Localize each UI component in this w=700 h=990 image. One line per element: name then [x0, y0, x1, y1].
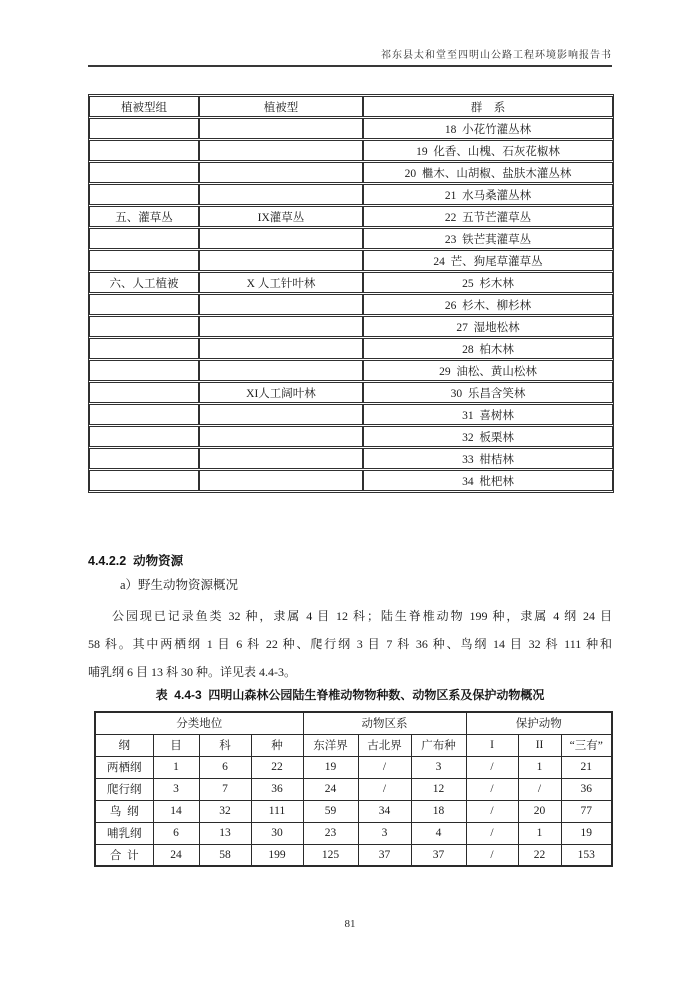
vegetation-type-cell — [199, 250, 363, 271]
table-row — [89, 140, 613, 161]
animal-value-cell: / — [466, 756, 518, 778]
animal-value-cell: 12 — [411, 778, 466, 800]
animal-value-cell: 111 — [251, 800, 303, 822]
vegetation-formation-cell: 20 檵木、山胡椒、盐肤木灌丛林 — [363, 162, 613, 183]
table-row — [95, 822, 612, 844]
vegetation-type-cell — [199, 404, 363, 425]
vegetation-type-cell — [199, 316, 363, 337]
animal-value-cell: 30 — [251, 822, 303, 844]
table-row — [89, 470, 613, 491]
vegetation-table — [88, 94, 614, 493]
vegetation-type-cell — [199, 184, 363, 205]
vegetation-type-cell — [199, 360, 363, 381]
animal-value-cell: 20 — [518, 800, 561, 822]
table-row — [89, 228, 613, 249]
vegetation-group-cell — [89, 250, 199, 271]
group-header-taxonomy: 分类地位 — [95, 712, 303, 734]
vegetation-formation-cell: 24 芒、狗尾草灌草丛 — [363, 250, 613, 271]
vegetation-type-cell: IX灌草丛 — [199, 206, 363, 227]
table-row — [89, 448, 613, 469]
animal-table-group-header-row — [95, 712, 612, 734]
animal-value-cell: 19 — [561, 822, 612, 844]
animal-value-cell: 6 — [199, 756, 251, 778]
animal-value-cell: / — [466, 800, 518, 822]
table-row — [89, 184, 613, 205]
vegetation-table-body — [89, 118, 613, 491]
table-row — [95, 800, 612, 822]
animal-table-body — [95, 756, 612, 866]
page-header — [88, 46, 612, 67]
section-heading: 4.4.2.2 动物资源 — [88, 554, 184, 568]
animal-value-cell: 125 — [303, 844, 358, 866]
animal-table-column-header-row — [95, 734, 612, 756]
vegetation-group-cell — [89, 360, 199, 381]
vegetation-group-cell — [89, 316, 199, 337]
table-row — [89, 294, 613, 315]
vegetation-formation-cell: 32 板栗林 — [363, 426, 613, 447]
paragraph-line: 公园现已记录鱼类 32 种，隶属 4 目 12 科；陆生脊椎动物 199 种，隶属 4 纲 24 目 — [112, 609, 612, 623]
page-number: 81 — [344, 918, 356, 930]
animal-value-cell: / — [518, 778, 561, 800]
page-header-title: 祁东县太和堂至四明山公路工程环境影响报告书 — [381, 50, 612, 61]
animal-value-cell: 37 — [411, 844, 466, 866]
vegetation-group-cell — [89, 228, 199, 249]
animal-value-cell: 22 — [518, 844, 561, 866]
table-row — [89, 206, 613, 227]
animal-value-cell: 36 — [561, 778, 612, 800]
animal-value-cell: 59 — [303, 800, 358, 822]
animal-value-cell: 34 — [358, 800, 411, 822]
vegetation-formation-cell: 19 化香、山槐、石灰花椒林 — [363, 140, 613, 161]
col-header-order: 目 — [153, 734, 199, 756]
animal-value-cell: 13 — [199, 822, 251, 844]
vegetation-formation-cell: 22 五节芒灌草丛 — [363, 206, 613, 227]
animal-value-cell: 37 — [358, 844, 411, 866]
animal-value-cell: / — [466, 822, 518, 844]
animal-value-cell: 153 — [561, 844, 612, 866]
vegetation-type-cell — [199, 140, 363, 161]
animal-value-cell: 24 — [303, 778, 358, 800]
table-row — [89, 250, 613, 271]
paragraph-line: 58 科。其中两栖纲 1 目 6 科 22 种、爬行纲 3 目 7 科 36 种、鸟纲 14 目 32 科 111 种和 — [88, 637, 612, 651]
vegetation-formation-cell: 18 小花竹灌丛林 — [363, 118, 613, 139]
animal-value-cell: 24 — [153, 844, 199, 866]
animal-value-cell: 19 — [303, 756, 358, 778]
vegetation-formation-cell: 23 铁芒萁灌草丛 — [363, 228, 613, 249]
animal-value-cell: 7 — [199, 778, 251, 800]
vegetation-type-cell — [199, 162, 363, 183]
table-row — [89, 426, 613, 447]
vegetation-formation-cell: 21 水马桑灌丛林 — [363, 184, 613, 205]
vegetation-group-cell — [89, 404, 199, 425]
vegetation-group-cell — [89, 118, 199, 139]
animal-table — [94, 711, 613, 867]
vegetation-group-cell — [89, 294, 199, 315]
animal-value-cell: / — [466, 778, 518, 800]
table-row — [89, 338, 613, 359]
animal-value-cell: 58 — [199, 844, 251, 866]
table-row — [89, 382, 613, 403]
animal-value-cell: 4 — [411, 822, 466, 844]
vegetation-formation-cell: 25 杉木林 — [363, 272, 613, 293]
table-row — [95, 844, 612, 866]
table-row — [89, 162, 613, 183]
vegetation-type-cell — [199, 426, 363, 447]
animal-value-cell: 3 — [411, 756, 466, 778]
animal-value-cell: / — [358, 756, 411, 778]
col-header-widespread: 广布种 — [411, 734, 466, 756]
animal-value-cell: 6 — [153, 822, 199, 844]
paragraph-line: 哺乳纲 6 目 13 科 30 种。详见表 4.4-3。 — [88, 665, 296, 679]
col-header-oriental: 东洋界 — [303, 734, 358, 756]
vegetation-group-cell — [89, 426, 199, 447]
vegetation-group-cell: 六、人工植被 — [89, 272, 199, 293]
vegetation-header-type: 植被型 — [199, 96, 363, 117]
animal-value-cell: 77 — [561, 800, 612, 822]
animal-row-label-cell: 合 计 — [95, 844, 153, 866]
col-header-family: 科 — [199, 734, 251, 756]
vegetation-type-cell — [199, 448, 363, 469]
vegetation-group-cell — [89, 162, 199, 183]
table-caption: 表 4.4-3 四明山森林公园陆生脊椎动物物种数、动物区系及保护动物概况 — [155, 688, 545, 702]
vegetation-formation-cell: 28 柏木林 — [363, 338, 613, 359]
animal-value-cell: 23 — [303, 822, 358, 844]
group-header-protected: 保护动物 — [466, 712, 612, 734]
col-header-class-ii: II — [518, 734, 561, 756]
vegetation-header-formation: 群 系 — [363, 96, 613, 117]
animal-value-cell: 3 — [153, 778, 199, 800]
animal-value-cell: 36 — [251, 778, 303, 800]
animal-value-cell: 1 — [518, 756, 561, 778]
vegetation-formation-cell: 33 柑桔林 — [363, 448, 613, 469]
animal-row-label-cell: 两栖纲 — [95, 756, 153, 778]
col-header-class: 纲 — [95, 734, 153, 756]
animal-value-cell: 3 — [358, 822, 411, 844]
animal-row-label-cell: 爬行纲 — [95, 778, 153, 800]
vegetation-formation-cell: 29 油松、黄山松林 — [363, 360, 613, 381]
vegetation-formation-cell: 30 乐昌含笑林 — [363, 382, 613, 403]
vegetation-header-group: 植被型组 — [89, 96, 199, 117]
animal-value-cell: 21 — [561, 756, 612, 778]
col-header-palearctic: 古北界 — [358, 734, 411, 756]
animal-row-label-cell: 鸟 纲 — [95, 800, 153, 822]
group-header-fauna-region: 动物区系 — [303, 712, 466, 734]
vegetation-type-cell: XI人工阔叶林 — [199, 382, 363, 403]
vegetation-formation-cell: 34 枇杷林 — [363, 470, 613, 491]
vegetation-type-cell — [199, 294, 363, 315]
animal-row-label-cell: 哺乳纲 — [95, 822, 153, 844]
animal-value-cell: 22 — [251, 756, 303, 778]
animal-value-cell: / — [358, 778, 411, 800]
table-row — [89, 272, 613, 293]
table-row — [89, 118, 613, 139]
subsection-heading: a）野生动物资源概况 — [120, 578, 239, 592]
vegetation-formation-cell: 27 湿地松林 — [363, 316, 613, 337]
table-row — [89, 316, 613, 337]
col-header-species: 种 — [251, 734, 303, 756]
vegetation-group-cell — [89, 140, 199, 161]
vegetation-formation-cell: 26 杉木、柳杉林 — [363, 294, 613, 315]
vegetation-group-cell — [89, 382, 199, 403]
animal-value-cell: 1 — [518, 822, 561, 844]
animal-value-cell: / — [466, 844, 518, 866]
table-row — [89, 360, 613, 381]
vegetation-type-cell — [199, 338, 363, 359]
vegetation-type-cell — [199, 118, 363, 139]
vegetation-type-cell — [199, 470, 363, 491]
animal-value-cell: 199 — [251, 844, 303, 866]
vegetation-group-cell — [89, 470, 199, 491]
body-paragraph — [88, 602, 612, 686]
vegetation-formation-cell: 31 喜树林 — [363, 404, 613, 425]
animal-value-cell: 18 — [411, 800, 466, 822]
table-row — [89, 404, 613, 425]
vegetation-group-cell — [89, 448, 199, 469]
vegetation-group-cell: 五、灌草丛 — [89, 206, 199, 227]
vegetation-group-cell — [89, 184, 199, 205]
animal-value-cell: 1 — [153, 756, 199, 778]
animal-value-cell: 14 — [153, 800, 199, 822]
vegetation-type-cell: X 人工针叶林 — [199, 272, 363, 293]
col-header-class-i: I — [466, 734, 518, 756]
vegetation-table-header-row — [89, 96, 613, 117]
vegetation-type-cell — [199, 228, 363, 249]
vegetation-group-cell — [89, 338, 199, 359]
table-row — [95, 756, 612, 778]
col-header-three-haves: “三有” — [561, 734, 612, 756]
table-row — [95, 778, 612, 800]
animal-value-cell: 32 — [199, 800, 251, 822]
